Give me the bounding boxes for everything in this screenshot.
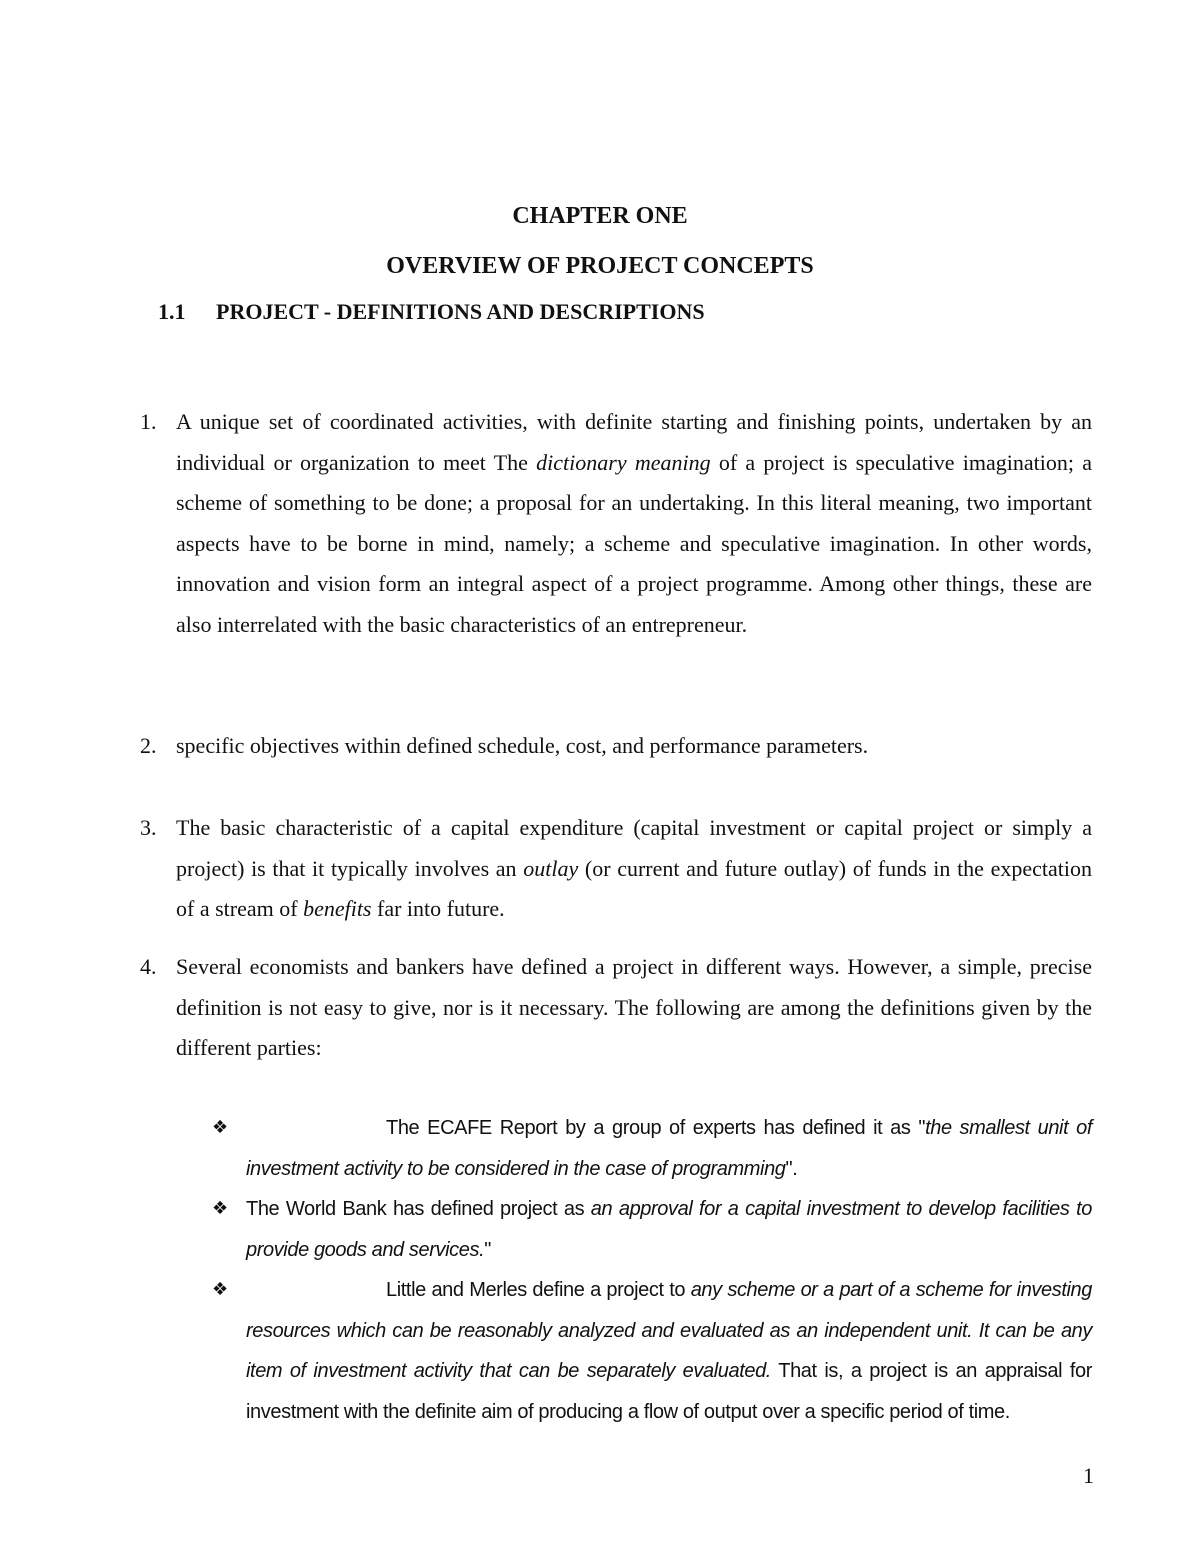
bullet-text: Little and Merles define a project to bbox=[386, 1279, 691, 1301]
list-item-number: 3. bbox=[140, 815, 157, 840]
section-title: PROJECT - DEFINITIONS AND DESCRIPTIONS bbox=[216, 299, 705, 324]
list-item-text: (or current and future outlay) of funds in the expectation of a stream of bbox=[176, 855, 1093, 921]
list-item-text: of a project is speculative imagination; a scheme of something to be done; a proposal for an undertaking. In this literal meaning, two important aspects have to be borne in mind, namely; a scheme and speculative imagination. In other words, innovation and vision form an integral aspect of a project programme. Among other things, these are also interrelated with the basic characteristics of an entrepreneur. bbox=[176, 449, 1092, 637]
list-item-number: 4. bbox=[140, 954, 157, 979]
list-item-2 bbox=[140, 726, 1092, 767]
bullet-text: ". bbox=[785, 1157, 798, 1180]
list-item-1 bbox=[140, 402, 1092, 645]
chapter-title: CHAPTER ONE bbox=[512, 203, 688, 229]
chapter-subtitle: OVERVIEW OF PROJECT CONCEPTS bbox=[386, 253, 814, 279]
list-item-text: far into future. bbox=[371, 896, 505, 921]
list-item-number: 1. bbox=[140, 409, 157, 434]
bullet-text: The ECAFE Report by a group of experts has defined it as " bbox=[386, 1117, 926, 1139]
diamond-bullet-icon: ❖ bbox=[212, 1117, 228, 1138]
bullet-item-little-merles bbox=[212, 1270, 1092, 1432]
list-item-text: specific objectives within defined schedule, cost, and performance parameters. bbox=[176, 733, 869, 758]
list-item-emphasis: benefits bbox=[303, 896, 372, 921]
bullet-item-world-bank bbox=[212, 1189, 1092, 1270]
list-item-4 bbox=[140, 947, 1092, 1069]
bullet-emphasis: an approval for a capital investment to develop facilities to provide goods and services. bbox=[246, 1198, 1092, 1261]
bullet-emphasis: the smallest unit of investment activity to be considered in the case of programming bbox=[246, 1117, 1092, 1180]
bullet-emphasis: any scheme or a part of a scheme for investing resources which can be reasonably analyzed and evaluated as an independent unit. It can be any item of investment activity that can be separately evaluated. bbox=[246, 1279, 1092, 1382]
list-item-text: The basic characteristic of a capital expenditure (capital investment or capital project or simply a project) is that it typically involves an bbox=[176, 815, 1092, 881]
list-item-3 bbox=[140, 808, 1093, 930]
list-item-emphasis: dictionary meaning bbox=[536, 449, 711, 475]
page-number: 1 bbox=[1083, 1463, 1094, 1488]
bullet-text: " bbox=[484, 1238, 491, 1261]
diamond-bullet-icon: ❖ bbox=[212, 1198, 228, 1219]
list-item-emphasis: outlay bbox=[523, 855, 579, 881]
bullet-item-ecafe bbox=[212, 1108, 1092, 1189]
section-heading bbox=[158, 298, 705, 326]
list-item-text: Several economists and bankers have defined a project in different ways. However, a simple, precise definition is not easy to give, nor is it necessary. The following are among the definitions given by the different parties: bbox=[176, 954, 1092, 1060]
list-item-text: A unique set of coordinated activities, with definite starting and finishing points, undertaken by an individual or organization to meet The bbox=[176, 409, 1092, 475]
bullet-text: That is, a project is an appraisal for investment with the definite aim of producing a flow of output over a specific period of time. bbox=[246, 1360, 1092, 1423]
diamond-bullet-icon: ❖ bbox=[212, 1279, 228, 1300]
list-item-number: 2. bbox=[140, 733, 157, 758]
section-number: 1.1 bbox=[158, 299, 186, 324]
bullet-text: The World Bank has defined project as bbox=[246, 1198, 591, 1220]
